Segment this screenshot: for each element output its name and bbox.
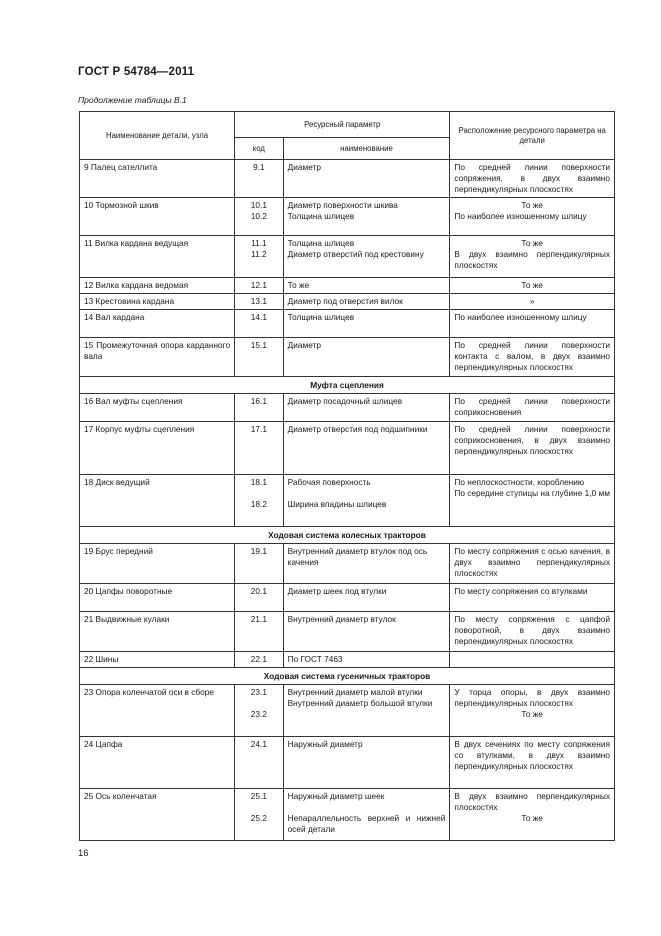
section-header-row — [80, 668, 615, 685]
table-row — [80, 544, 615, 584]
table-row — [80, 294, 615, 310]
table-row — [80, 685, 615, 737]
location-cell: По средней линии поверхности соприкосновения — [450, 394, 615, 422]
param-name-cell: Внутренний диаметр втулок под ось качения — [283, 544, 450, 584]
param-name-cell: Диаметр отверстия под подшипники — [283, 422, 450, 475]
location-cell: По месту сопряжения с осью качения, в двух взаимно перпендикулярных плоскостях — [450, 544, 615, 584]
section-title: Ходовая система гусеничных тракторов — [80, 668, 615, 685]
location-cell: То же — [450, 278, 615, 294]
code-cell: 19.1 — [235, 544, 284, 584]
column-header-code: код — [235, 138, 284, 160]
location-cell: По месту сопряжения с цапфой поворотной, в двух взаимно перпендикулярных плоскостях — [450, 612, 615, 652]
location-cell: По средней линии поверхности сопряжения, в двух взаимно перпендикулярных плоскостях — [450, 160, 615, 198]
table-row — [80, 584, 615, 612]
param-name-cell: Диаметр шеек под втулки — [283, 584, 450, 612]
param-name-cell: Диаметр посадочный шлицев — [283, 394, 450, 422]
part-name-cell: 23 Опора коленчатой оси в сборе — [80, 685, 235, 737]
location-cell: У торца опоры, в двух взаимно перпендикулярных плоскостях То же — [450, 685, 615, 737]
part-name-cell: 21 Выдвижные кулаки — [80, 612, 235, 652]
code-cell: 12.1 — [235, 278, 284, 294]
part-name-cell: 20 Цапфы поворотные — [80, 584, 235, 612]
section-header-row — [80, 377, 615, 394]
code-cell: 11.1 11.2 — [235, 236, 284, 278]
column-header-resource-parameter: Ресурсный параметр — [235, 112, 450, 138]
param-name-cell: Внутренний диаметр малой втулки Внутренний диаметр большой втулки — [283, 685, 450, 737]
code-cell: 13.1 — [235, 294, 284, 310]
code-cell: 23.1 23.2 — [235, 685, 284, 737]
table-row — [80, 278, 615, 294]
code-cell: 17.1 — [235, 422, 284, 475]
location-cell: По средней линии поверхности соприкосновения, в двух взаимно перпендикулярных плоскостях — [450, 422, 615, 475]
table-row — [80, 422, 615, 475]
location-cell: По наиболее изношенному шлицу — [450, 310, 615, 338]
part-name-cell: 17 Корпус муфты сцепления — [80, 422, 235, 475]
code-cell: 15.1 — [235, 338, 284, 377]
param-name-cell: Диаметр поверхности шкива Толщина шлицев — [283, 198, 450, 236]
code-cell: 24.1 — [235, 737, 284, 789]
location-cell: По месту сопряжения со втулками — [450, 584, 615, 612]
location-cell: По неплоскостности, короблению По середине ступицы на глубине 1,0 мм — [450, 475, 615, 527]
param-name-cell: Наружный диаметр шеек Непараллельность верхней и нижней осей детали — [283, 789, 450, 841]
table-continuation-caption: Продолжение таблицы В.1 — [78, 95, 187, 105]
part-name-cell: 22 Шины — [80, 652, 235, 668]
part-name-cell: 25 Ось коленчатая — [80, 789, 235, 841]
table-row — [80, 394, 615, 422]
part-name-cell: 19 Брус передний — [80, 544, 235, 584]
table-row — [80, 652, 615, 668]
section-title: Муфта сцепления — [80, 377, 615, 394]
table-row — [80, 612, 615, 652]
code-cell: 21.1 — [235, 612, 284, 652]
code-cell: 22.1 — [235, 652, 284, 668]
table-row — [80, 737, 615, 789]
code-cell: 10.1 10.2 — [235, 198, 284, 236]
resource-parameters-table — [79, 111, 615, 841]
table-row — [80, 475, 615, 527]
param-name-cell: По ГОСТ 7463 — [283, 652, 450, 668]
param-name-cell: То же — [283, 278, 450, 294]
code-cell: 16.1 — [235, 394, 284, 422]
param-name-cell: Толщина шлицев Диаметр отверстий под крестовину — [283, 236, 450, 278]
table-row — [80, 160, 615, 198]
table-row — [80, 789, 615, 841]
section-header-row — [80, 527, 615, 544]
param-name-cell: Диаметр — [283, 160, 450, 198]
part-name-cell: 11 Вилка кардана ведущая — [80, 236, 235, 278]
param-name-cell: Диаметр — [283, 338, 450, 377]
location-cell: То же В двух взаимно перпендикулярных плоскостях — [450, 236, 615, 278]
code-cell: 18.1 18.2 — [235, 475, 284, 527]
part-name-cell: 13 Крестовина кардана — [80, 294, 235, 310]
part-name-cell: 15 Промежуточная опора карданного вала — [80, 338, 235, 377]
param-name-cell: Внутренний диаметр втулок — [283, 612, 450, 652]
document-standard-title: ГОСТ Р 54784—2011 — [78, 66, 195, 78]
column-header-part-name: Наименование детали, узла — [80, 112, 235, 160]
location-cell: В двух сечениях по месту сопряжения со втулками, в двух взаимно перпендикулярных плоскостях — [450, 737, 615, 789]
param-name-cell: Диаметр под отверстия вилок — [283, 294, 450, 310]
code-cell: 25.1 25.2 — [235, 789, 284, 841]
column-header-name: наименование — [283, 138, 450, 160]
table-row — [80, 236, 615, 278]
part-name-cell: 14 Вал кардана — [80, 310, 235, 338]
column-header-location: Расположение ресурсного параметра на детали — [450, 112, 615, 160]
part-name-cell: 16 Вал муфты сцепления — [80, 394, 235, 422]
part-name-cell: 9 Палец сателлита — [80, 160, 235, 198]
part-name-cell: 18 Диск ведущий — [80, 475, 235, 527]
table-row — [80, 310, 615, 338]
table-row — [80, 338, 615, 377]
table-row — [80, 198, 615, 236]
location-cell — [450, 652, 615, 668]
code-cell: 9.1 — [235, 160, 284, 198]
param-name-cell: Толщина шлицев — [283, 310, 450, 338]
section-title: Ходовая система колесных тракторов — [80, 527, 615, 544]
part-name-cell: 12 Вилка кардана ведомая — [80, 278, 235, 294]
location-cell: По средней линии поверхности контакта с валом, в двух взаимно перпендикулярных плоскостях — [450, 338, 615, 377]
location-cell: То же По наиболее изношенному шлицу — [450, 198, 615, 236]
param-name-cell: Рабочая поверхность Ширина впадины шлицев — [283, 475, 450, 527]
location-cell: В двух взаимно перпендикулярных плоскостях То же — [450, 789, 615, 841]
code-cell: 20.1 — [235, 584, 284, 612]
param-name-cell: Наружный диаметр — [283, 737, 450, 789]
part-name-cell: 10 Тормозной шкив — [80, 198, 235, 236]
location-cell: » — [450, 294, 615, 310]
part-name-cell: 24 Цапфа — [80, 737, 235, 789]
code-cell: 14.1 — [235, 310, 284, 338]
page-number: 16 — [78, 848, 89, 859]
